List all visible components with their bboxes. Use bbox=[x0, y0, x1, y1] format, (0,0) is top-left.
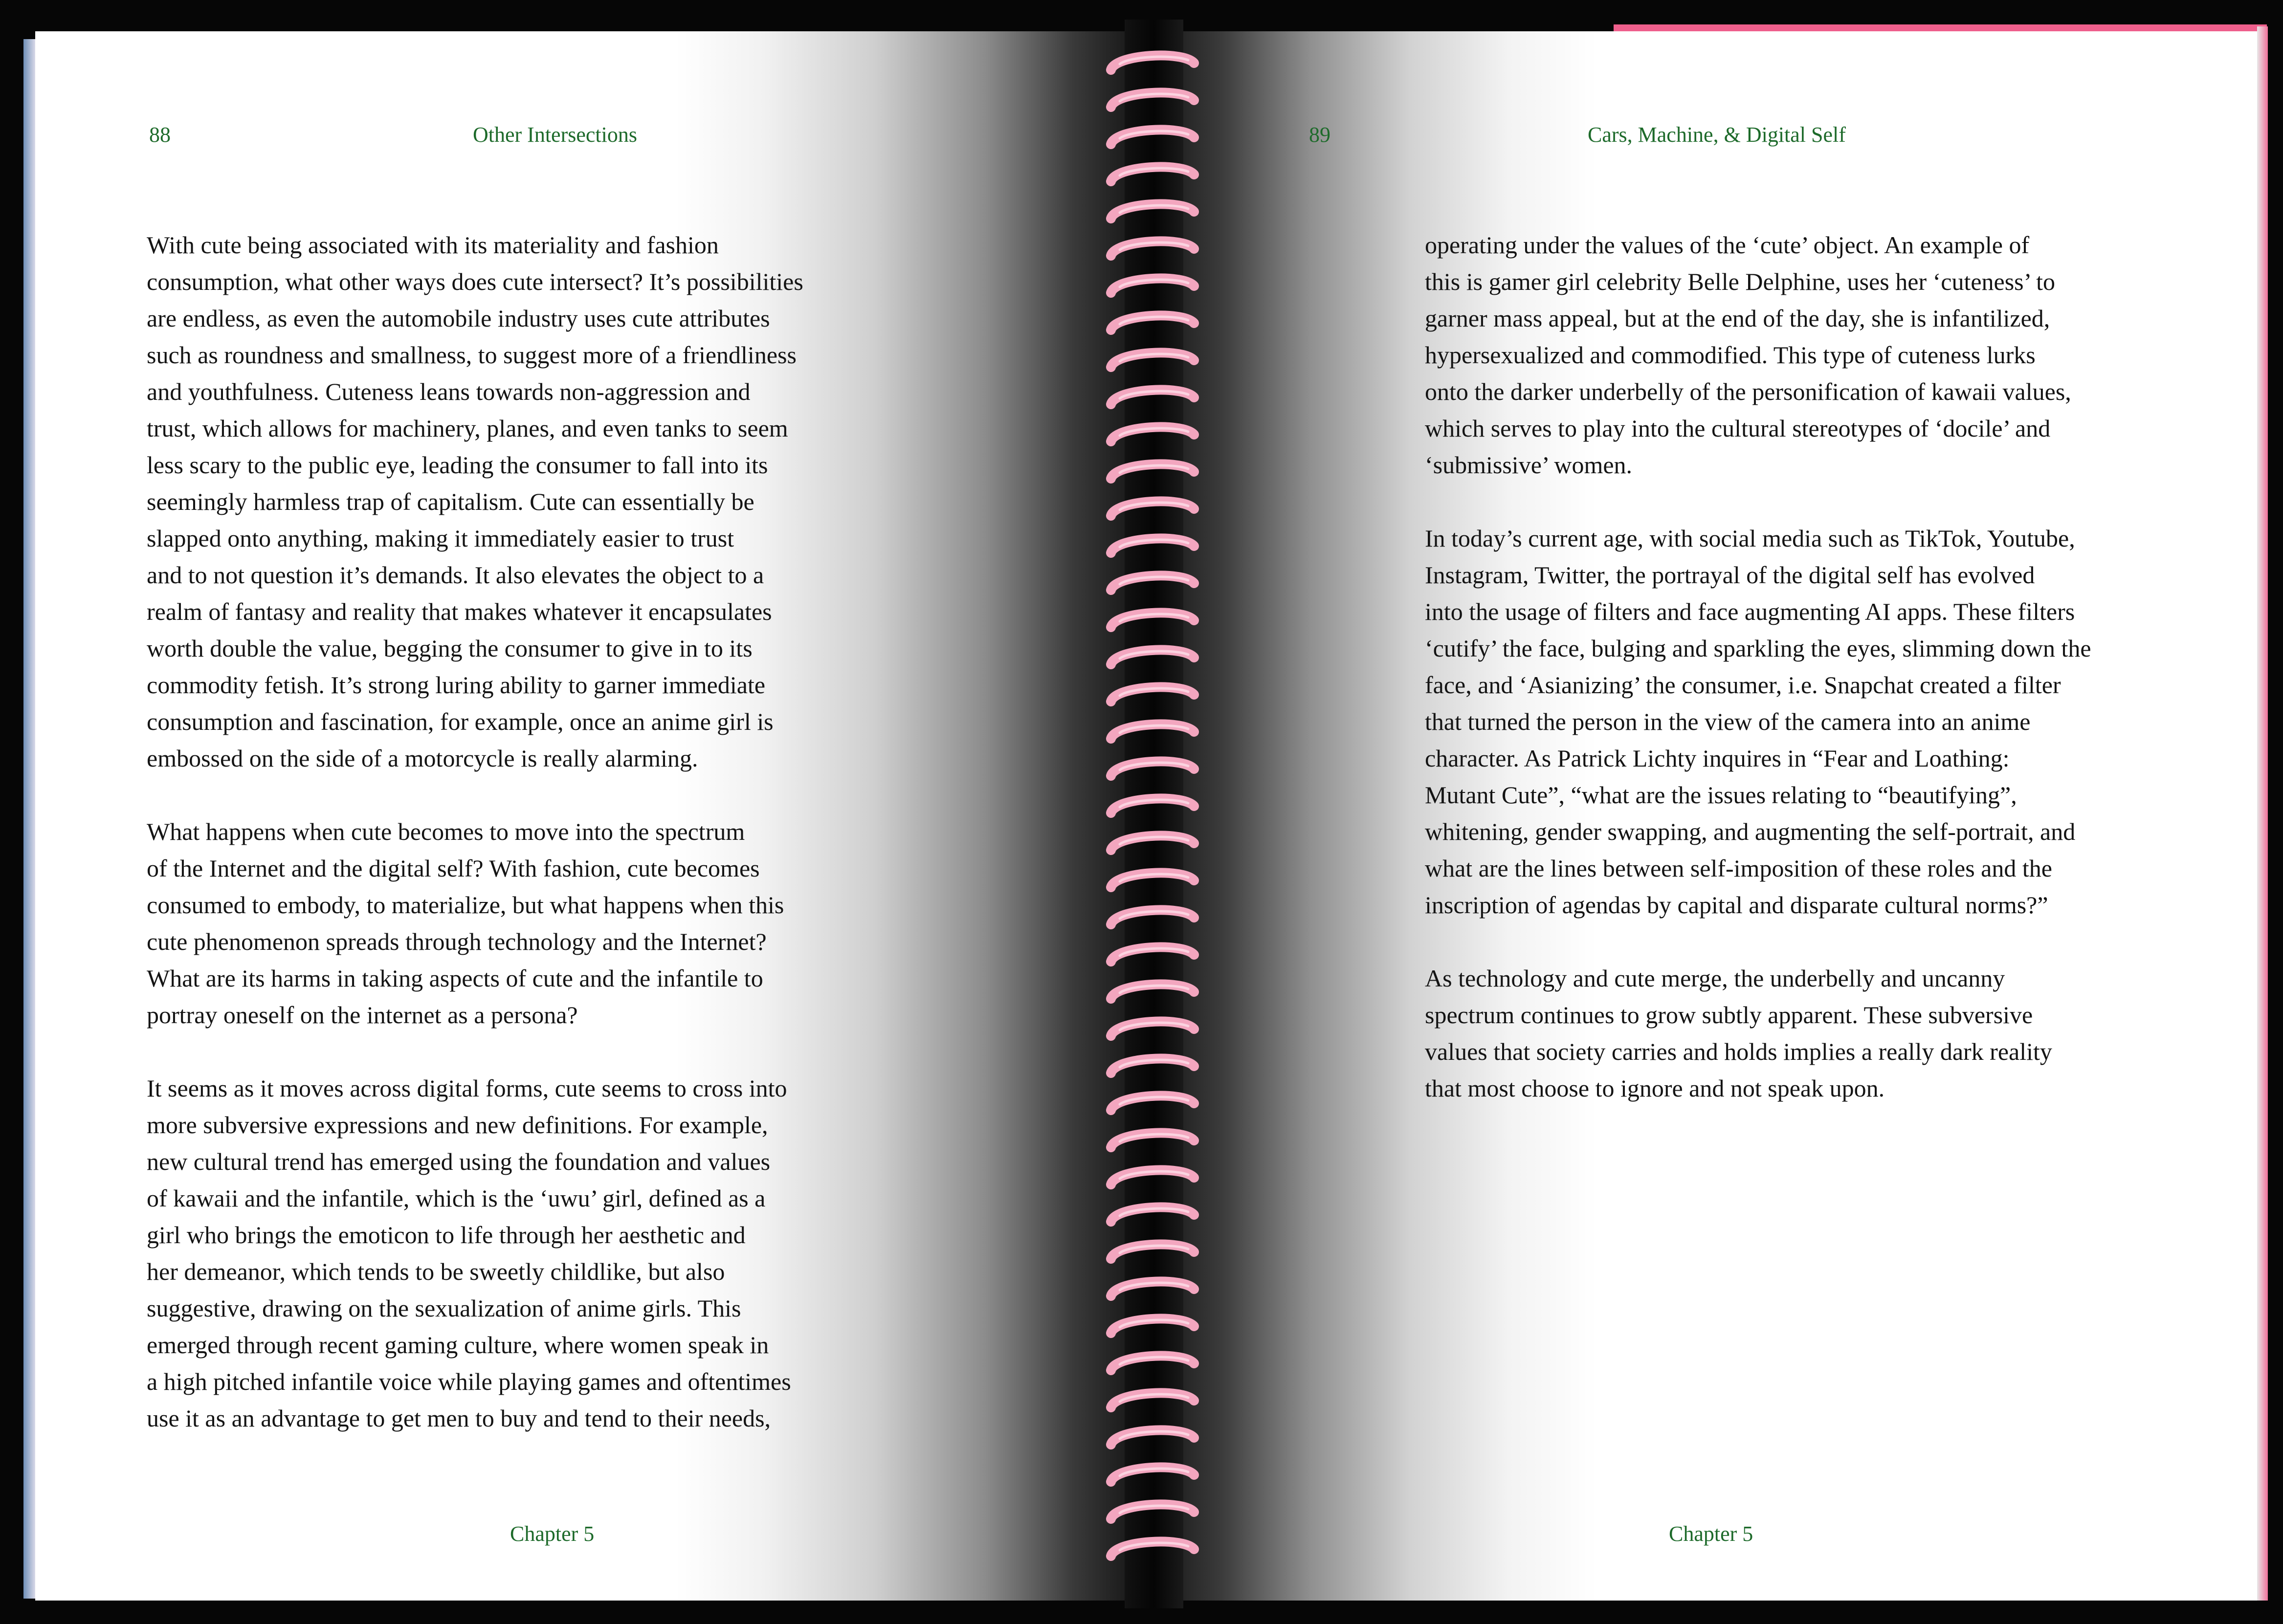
pink-cover-edge-right bbox=[2257, 26, 2268, 1601]
left-page bbox=[35, 31, 1139, 1601]
pink-cover-edge-top bbox=[1614, 24, 2267, 31]
left-page-number: 88 bbox=[149, 123, 171, 147]
left-paragraph: It seems as it moves across digital forms, cute seems to cross into more subversive expressions and new definitions. For example, new cultural trend has emerged using the foundation and values of kawaii and the infantile, which is the ‘uwu’ girl, defined as a girl who brings the emoticon to life through her aesthetic and her demeanor, which tends to be sweetly childlike, but also suggestive, drawing on the sexualization of anime girls. This emerged through recent gaming culture, where women speak in a high pitched infantile voice while playing games and oftentimes use it as an advantage to get men to buy and tend to their needs, bbox=[147, 1075, 791, 1432]
left-running-title: Other Intersections bbox=[473, 123, 637, 147]
spiral-binding bbox=[1081, 20, 1227, 1608]
right-running-title: Cars, Machine, & Digital Self bbox=[1588, 123, 1846, 147]
left-paragraph: What happens when cute becomes to move into the spectrum of the Internet and the digital self? With fashion, cute becomes consumed to embody, to materialize, but what happens when this cute phenomenon spreads through technology and the Internet? What are its harms in taking aspects of cute and the infantile to portray oneself on the internet as a persona? bbox=[147, 818, 784, 1029]
left-body-text bbox=[147, 227, 929, 1473]
left-footer-chapter: Chapter 5 bbox=[510, 1522, 595, 1546]
left-page-edge bbox=[23, 39, 35, 1599]
right-paragraph: operating under the values of the ‘cute’ object. An example of this is gamer girl celebrity Belle Delphine, uses her ‘cuteness’ to garner mass appeal, but at the end of the day, she is infantilized, hypersexualized and commodified. This type of cuteness lurks onto the darker underbelly of the personification of kawaii values, which serves to play into the cultural stereotypes of ‘docile’ and ‘submissive’ women. bbox=[1425, 231, 2071, 479]
right-paragraph: As technology and cute merge, the underbelly and uncanny spectrum continues to grow subtly apparent. These subversive values that society carries and holds implies a really dark reality that most choose to ignore and not speak upon. bbox=[1425, 965, 2052, 1102]
left-paragraph: With cute being associated with its materiality and fashion consumption, what other ways does cute intersect? It’s possibilities are endless, as even the automobile industry uses cute attributes such as roundness and smallness, to suggest more of a friendliness and youthfulness. Cuteness leans towards non-aggression and trust, which allows for machinery, planes, and even tanks to seem less scary to the public eye, leading the consumer to fall into its seemingly harmless trap of capitalism. Cute can essentially be slapped onto anything, making it immediately easier to trust and to not question it’s demands. It also elevates the object to a realm of fantasy and reality that makes whatever it encapsulates worth double the value, begging the consumer to give in to its commodity fetish. It’s strong luring ability to garner immediate consumption and fascination, for example, once an anime girl is embossed on the side of a motorcycle is really alarming. bbox=[147, 231, 803, 772]
right-paragraph: In today’s current age, with social media such as TikTok, Youtube, Instagram, Twitter, the portrayal of the digital self has evolved into the usage of filters and face augmenting AI apps. These filters ‘cutify’ the face, bulging and sparkling the eyes, slimming down the face, and ‘Asianizing’ the consumer, i.e. Snapchat created a filter that turned the person in the view of the camera into an anime character. As Patrick Lichty inquires in “Fear and Loathing: Mutant Cute”, “what are the issues relating to “beautifying”, whitening, gender swapping, and augmenting the self-portrait, and what are the lines between self-imposition of these roles and the inscription of agendas by capital and disparate cultural norms?” bbox=[1425, 525, 2091, 919]
right-page-number: 89 bbox=[1309, 123, 1330, 147]
right-page bbox=[1157, 31, 2257, 1601]
right-body-text bbox=[1425, 227, 2217, 1143]
right-footer-chapter: Chapter 5 bbox=[1669, 1522, 1753, 1546]
